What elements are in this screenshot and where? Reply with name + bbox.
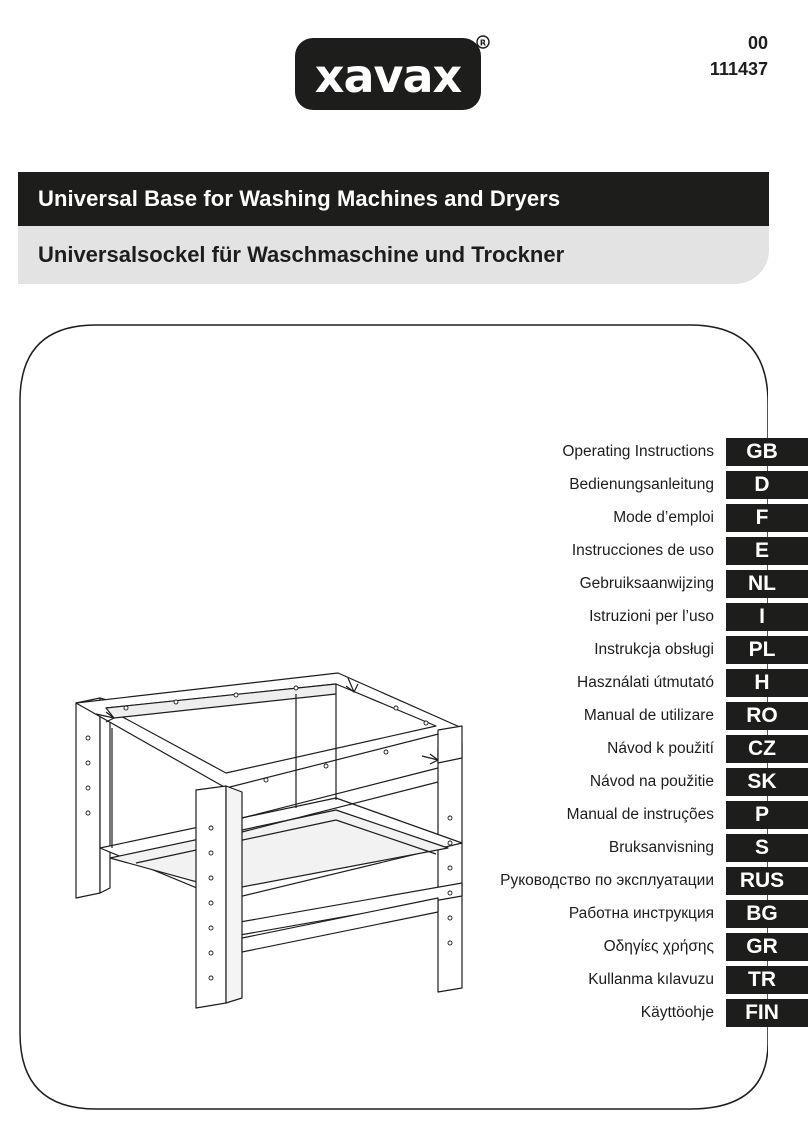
language-item [388, 438, 808, 466]
language-item [388, 504, 808, 532]
language-label: Instrucciones de uso [571, 542, 714, 559]
language-code-badge: I [726, 603, 808, 631]
language-code-badge: S [726, 834, 808, 862]
language-label: Manual de instruções [566, 806, 714, 823]
language-item [388, 669, 808, 697]
language-item [388, 570, 808, 598]
language-code-badge: GR [726, 933, 808, 961]
language-code-badge: RO [726, 702, 808, 730]
language-item [388, 702, 808, 730]
language-item [388, 966, 808, 994]
language-label: Manual de utilizare [583, 707, 714, 724]
language-item [388, 801, 808, 829]
product-code-line2: 111437 [709, 59, 768, 79]
language-code-badge: CZ [726, 735, 808, 763]
language-item [388, 933, 808, 961]
language-code-badge: H [726, 669, 808, 697]
language-code-badge: PL [726, 636, 808, 664]
title-german-text: Universalsockel für Waschmaschine und Trockner [38, 242, 565, 267]
language-label: Käyttöohje [640, 1004, 714, 1021]
language-label: Návod na použitie [589, 773, 714, 790]
product-code [710, 30, 768, 82]
language-label: Kullanma kılavuzu [588, 971, 714, 988]
product-code-line1: 00 [747, 33, 768, 53]
language-code-badge: GB [726, 438, 808, 466]
language-label: Οδηγίες χρήσης [603, 938, 714, 955]
language-item [388, 834, 808, 862]
language-label: Használati útmutató [577, 674, 714, 691]
language-code-badge: E [726, 537, 808, 565]
language-label: Bedienungsanleitung [569, 476, 714, 493]
language-code-badge: BG [726, 900, 808, 928]
language-code-badge: SK [726, 768, 808, 796]
language-code-badge: RUS [726, 867, 808, 895]
language-label: Mode d’emploi [613, 509, 714, 526]
svg-text:R: R [479, 38, 487, 48]
language-label: Руководство по эксплуатации [500, 872, 714, 889]
language-label: Instrukcja obsługi [594, 641, 714, 658]
language-item [388, 768, 808, 796]
language-code-badge: P [726, 801, 808, 829]
title-english-text: Universal Base for Washing Machines and Dryers [38, 186, 561, 211]
language-code-badge: F [726, 504, 808, 532]
language-label: Работна инструкция [568, 905, 714, 922]
language-item [388, 537, 808, 565]
xavax-logo [293, 30, 491, 112]
title-german [18, 226, 769, 284]
language-label: Gebruiksaanwijzing [579, 575, 714, 592]
svg-text:xavax: xavax [314, 49, 462, 103]
language-item [388, 735, 808, 763]
language-code-badge: FIN [726, 999, 808, 1027]
language-item [388, 636, 808, 664]
language-code-badge: D [726, 471, 808, 499]
language-item [388, 999, 808, 1027]
title-english [18, 172, 769, 226]
language-label: Návod k použití [607, 740, 714, 757]
language-label: Bruksanvisning [608, 839, 714, 856]
language-code-badge: TR [726, 966, 808, 994]
language-item [388, 471, 808, 499]
language-code-badge: NL [726, 570, 808, 598]
language-label: Operating Instructions [562, 443, 714, 460]
language-item [388, 867, 808, 895]
language-item [388, 603, 808, 631]
language-item [388, 900, 808, 928]
language-label: Istruzioni per l’uso [589, 608, 714, 625]
